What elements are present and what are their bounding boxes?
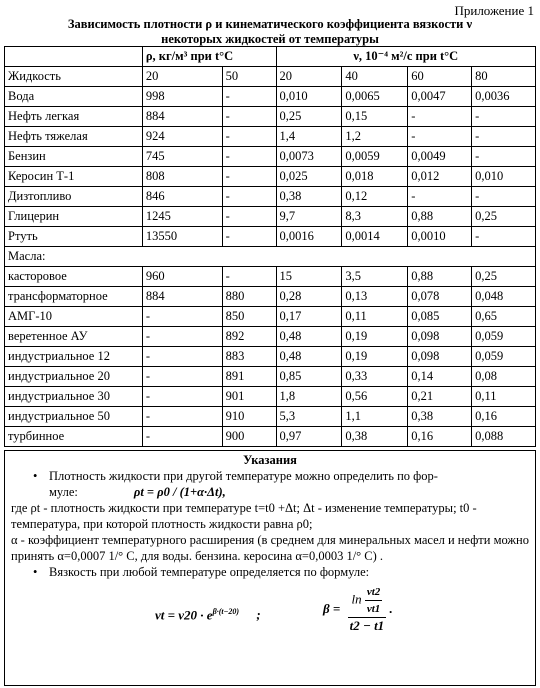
value-cell: 0,025 xyxy=(276,167,342,187)
value-cell: 0,56 xyxy=(342,387,408,407)
table-row xyxy=(5,367,536,387)
beta-denominator: t2 − t1 xyxy=(349,618,385,633)
viscosity-header: ν, 10⁻⁴ м²/с при t°C xyxy=(276,47,535,67)
viscosity-formula-exponent: β·(t−20) xyxy=(212,607,240,616)
properties-table xyxy=(4,46,536,447)
value-cell: 0,048 xyxy=(472,287,536,307)
column-header-liquid: Жидкость xyxy=(5,67,143,87)
note-bullet-2-text: Вязкость при любой температуре определяется по формуле: xyxy=(49,565,370,579)
value-cell: - xyxy=(142,427,222,447)
liquid-name-cell: Бензин xyxy=(5,147,143,167)
value-cell: 1,1 xyxy=(342,407,408,427)
value-cell: 884 xyxy=(142,287,222,307)
value-cell: 883 xyxy=(222,347,276,367)
ratio-numerator: νt2 xyxy=(365,584,382,601)
section-row-oils xyxy=(5,247,536,267)
value-cell: 850 xyxy=(222,307,276,327)
value-cell: 0,19 xyxy=(342,347,408,367)
table-row xyxy=(5,207,536,227)
liquid-name-cell: индустриальное 20 xyxy=(5,367,143,387)
table-row xyxy=(5,387,536,407)
value-cell: 0,38 xyxy=(276,187,342,207)
note-bullet-2 xyxy=(5,564,535,580)
section-label-oils: Масла: xyxy=(5,247,536,267)
value-cell: 960 xyxy=(142,267,222,287)
column-header-temp: 80 xyxy=(472,67,536,87)
value-cell: 1,4 xyxy=(276,127,342,147)
note-bullet-1-line2 xyxy=(49,484,535,500)
value-cell: 0,0010 xyxy=(408,227,472,247)
liquid-name-cell: Ртуть xyxy=(5,227,143,247)
value-cell: - xyxy=(142,407,222,427)
value-cell: 0,085 xyxy=(408,307,472,327)
bullet-dot-icon: • xyxy=(33,565,38,579)
value-cell: 0,88 xyxy=(408,207,472,227)
value-cell: 0,11 xyxy=(342,307,408,327)
value-cell: 0,19 xyxy=(342,327,408,347)
value-cell: - xyxy=(142,307,222,327)
table-row xyxy=(5,347,536,367)
value-cell: 0,17 xyxy=(276,307,342,327)
value-cell: 0,088 xyxy=(472,427,536,447)
value-cell: 15 xyxy=(276,267,342,287)
value-cell: 0,010 xyxy=(276,87,342,107)
value-cell: 0,38 xyxy=(408,407,472,427)
velocity-ratio xyxy=(365,584,382,617)
beta-formula xyxy=(323,584,393,634)
value-cell: 0,08 xyxy=(472,367,536,387)
value-cell: 0,0014 xyxy=(342,227,408,247)
liquid-name-cell: касторовое xyxy=(5,267,143,287)
value-cell: - xyxy=(222,87,276,107)
table-row xyxy=(5,287,536,307)
value-cell: 0,21 xyxy=(408,387,472,407)
value-cell: - xyxy=(222,227,276,247)
table-row xyxy=(5,307,536,327)
value-cell: 0,25 xyxy=(472,267,536,287)
beta-numerator xyxy=(348,584,387,618)
liquid-name-cell: индустриальное 50 xyxy=(5,407,143,427)
value-cell: 0,88 xyxy=(408,267,472,287)
value-cell: 891 xyxy=(222,367,276,387)
value-cell: 0,25 xyxy=(276,107,342,127)
liquid-name-cell: турбинное xyxy=(5,427,143,447)
note-para-1: где ρt - плотность жидкости при температуре t=t0 +Δt; Δt - изменение температуры; t0 - температура, при которой плотность жидкости равна ρ0; xyxy=(11,501,477,531)
value-cell: 0,010 xyxy=(472,167,536,187)
value-cell: - xyxy=(142,387,222,407)
table-row xyxy=(5,327,536,347)
value-cell: - xyxy=(222,167,276,187)
title-line-2: некоторых жидкостей от температуры xyxy=(161,32,379,46)
density-formula: ρt = ρ0 / (1+α·Δt), xyxy=(133,485,226,499)
value-cell: 0,65 xyxy=(472,307,536,327)
liquid-name-cell: индустриальное 30 xyxy=(5,387,143,407)
value-cell: 13550 xyxy=(142,227,222,247)
table-title xyxy=(0,17,540,47)
value-cell: 745 xyxy=(142,147,222,167)
viscosity-formula xyxy=(155,604,261,623)
value-cell: - xyxy=(222,187,276,207)
note-bullet-1-text: Плотность жидкости при другой температуре можно определить по фор- xyxy=(49,469,438,483)
value-cell: 0,018 xyxy=(342,167,408,187)
liquid-name-cell: индустриальное 12 xyxy=(5,347,143,367)
value-cell: 808 xyxy=(142,167,222,187)
value-cell: 0,078 xyxy=(408,287,472,307)
header-row-units xyxy=(5,47,536,67)
table-row xyxy=(5,147,536,167)
viscosity-formula-separator: ; xyxy=(256,607,261,623)
value-cell: 924 xyxy=(142,127,222,147)
value-cell: - xyxy=(222,107,276,127)
bullet-dot-icon: • xyxy=(33,469,38,483)
table-row xyxy=(5,87,536,107)
table-row xyxy=(5,187,536,207)
value-cell: 0,38 xyxy=(342,427,408,447)
value-cell: 0,48 xyxy=(276,327,342,347)
value-cell: - xyxy=(472,127,536,147)
ln-label: ln xyxy=(351,591,362,607)
value-cell: 846 xyxy=(142,187,222,207)
value-cell: - xyxy=(472,227,536,247)
value-cell: - xyxy=(222,267,276,287)
value-cell: 0,48 xyxy=(276,347,342,367)
table-row xyxy=(5,107,536,127)
value-cell: - xyxy=(222,127,276,147)
value-cell: 0,0047 xyxy=(408,87,472,107)
column-header-temp: 40 xyxy=(342,67,408,87)
value-cell: - xyxy=(472,147,536,167)
value-cell: - xyxy=(408,187,472,207)
value-cell: 0,098 xyxy=(408,347,472,367)
note-bullet-1 xyxy=(5,468,535,500)
value-cell: 0,0016 xyxy=(276,227,342,247)
liquid-name-cell: Глицерин xyxy=(5,207,143,227)
liquid-name-cell: трансформаторное xyxy=(5,287,143,307)
value-cell: 0,97 xyxy=(276,427,342,447)
value-cell: 0,25 xyxy=(472,207,536,227)
value-cell: 8,3 xyxy=(342,207,408,227)
value-cell: 0,13 xyxy=(342,287,408,307)
table-row xyxy=(5,407,536,427)
table-row xyxy=(5,167,536,187)
title-line-1: Зависимость плотности ρ и кинематического коэффициента вязкости ν xyxy=(67,17,473,31)
value-cell: 0,33 xyxy=(342,367,408,387)
value-cell: 0,11 xyxy=(472,387,536,407)
value-cell: - xyxy=(222,147,276,167)
liquid-name-cell: Нефть легкая xyxy=(5,107,143,127)
value-cell: 998 xyxy=(142,87,222,107)
value-cell: 0,15 xyxy=(342,107,408,127)
viscosity-formulas xyxy=(5,580,535,644)
value-cell: 0,28 xyxy=(276,287,342,307)
ratio-denominator: νt1 xyxy=(366,603,381,615)
value-cell: 880 xyxy=(222,287,276,307)
column-header-temp: 50 xyxy=(222,67,276,87)
value-cell: 0,14 xyxy=(408,367,472,387)
value-cell: 0,012 xyxy=(408,167,472,187)
value-cell: 0,0059 xyxy=(342,147,408,167)
value-cell: 5,3 xyxy=(276,407,342,427)
value-cell: 910 xyxy=(222,407,276,427)
table-body xyxy=(5,87,536,447)
notes-section xyxy=(4,450,536,686)
table-row xyxy=(5,427,536,447)
column-header-temp: 20 xyxy=(276,67,342,87)
value-cell: 0,16 xyxy=(472,407,536,427)
value-cell: - xyxy=(222,207,276,227)
value-cell: 1,8 xyxy=(276,387,342,407)
density-header: ρ, кг/м³ при t°C xyxy=(142,47,276,67)
value-cell: - xyxy=(408,107,472,127)
liquid-name-cell: Нефть тяжелая xyxy=(5,127,143,147)
value-cell: - xyxy=(142,367,222,387)
value-cell: 0,059 xyxy=(472,347,536,367)
value-cell: 0,0036 xyxy=(472,87,536,107)
value-cell: 3,5 xyxy=(342,267,408,287)
value-cell: 892 xyxy=(222,327,276,347)
note-para-2: α - коэффициент температурного расширения (в среднем для минеральных масел и нефти можно принять α=0,0007 1/° С, для воды. бензина. керосина α=0,0003 1/° С) . xyxy=(11,533,529,563)
viscosity-formula-base: νt = ν20 · e xyxy=(155,607,213,623)
value-cell: - xyxy=(472,107,536,127)
value-cell: 0,0049 xyxy=(408,147,472,167)
note-bullet-1-text2: муле: xyxy=(49,485,78,499)
appendix-label: Приложение 1 xyxy=(454,3,534,18)
beta-end: . xyxy=(389,601,393,616)
liquid-name-cell: Вода xyxy=(5,87,143,107)
value-cell: 9,7 xyxy=(276,207,342,227)
value-cell: - xyxy=(408,127,472,147)
value-cell: - xyxy=(142,347,222,367)
value-cell: 1245 xyxy=(142,207,222,227)
value-cell: 900 xyxy=(222,427,276,447)
value-cell: 0,059 xyxy=(472,327,536,347)
table-row xyxy=(5,127,536,147)
liquid-name-cell: Керосин Т-1 xyxy=(5,167,143,187)
value-cell: 0,12 xyxy=(342,187,408,207)
table-row xyxy=(5,227,536,247)
liquid-name-cell: Дизтопливо xyxy=(5,187,143,207)
header-blank xyxy=(5,47,143,67)
value-cell: 1,2 xyxy=(342,127,408,147)
value-cell: 901 xyxy=(222,387,276,407)
value-cell: 0,0065 xyxy=(342,87,408,107)
liquid-name-cell: веретенное АУ xyxy=(5,327,143,347)
liquid-name-cell: АМГ-10 xyxy=(5,307,143,327)
beta-fraction xyxy=(348,584,387,634)
value-cell: 884 xyxy=(142,107,222,127)
beta-lhs: β = xyxy=(323,601,341,616)
column-header-temp: 20 xyxy=(142,67,222,87)
column-header-temp: 60 xyxy=(408,67,472,87)
value-cell: 0,0073 xyxy=(276,147,342,167)
value-cell: 0,85 xyxy=(276,367,342,387)
value-cell: - xyxy=(142,327,222,347)
header-row-temps xyxy=(5,67,536,87)
value-cell: 0,098 xyxy=(408,327,472,347)
value-cell: - xyxy=(472,187,536,207)
table-row xyxy=(5,267,536,287)
notes-title: Указания xyxy=(243,453,297,467)
value-cell: 0,16 xyxy=(408,427,472,447)
